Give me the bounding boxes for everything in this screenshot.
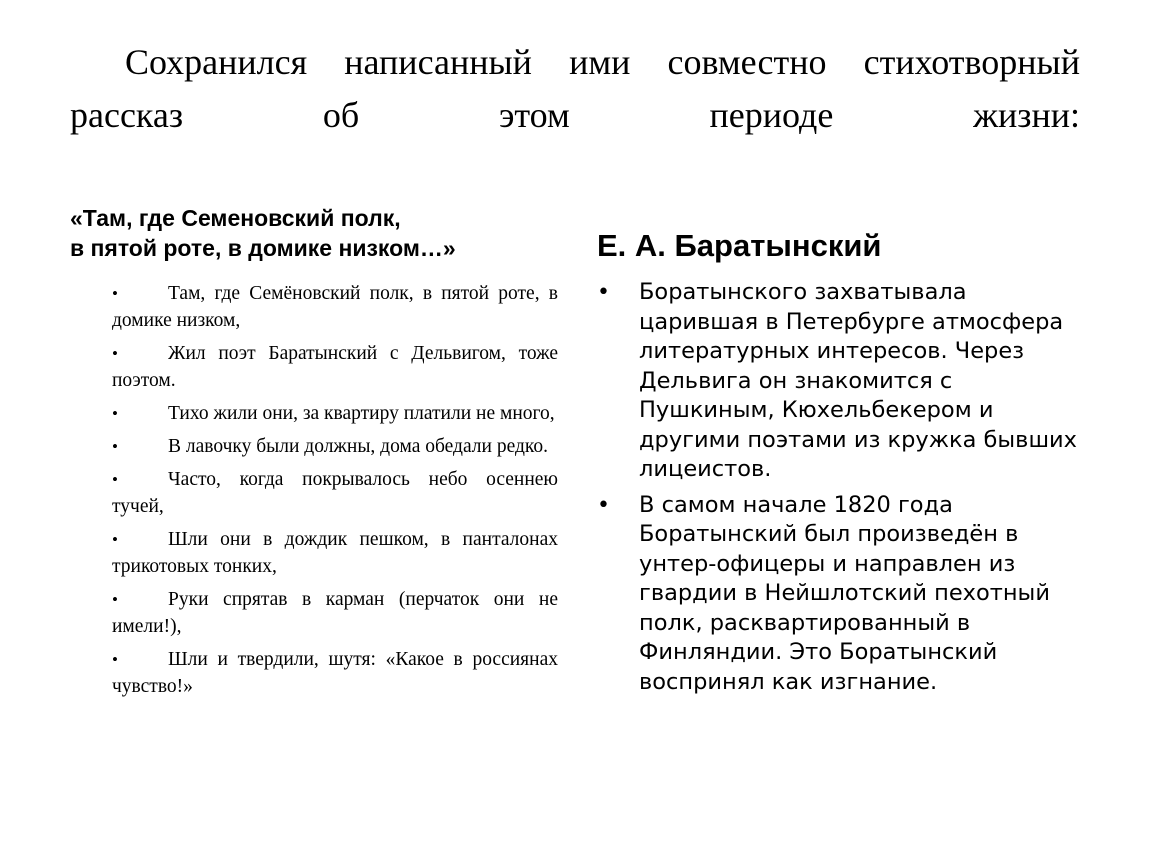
biography-item-text: Боратынского захватывала царившая в Петербурге атмосфера литературных интересов. Через Дельвига он знакомится с Пушкиным, Кюхельбекером и другими поэтами из кружка бывших лицеистов. bbox=[639, 279, 1077, 482]
poem-line bbox=[112, 526, 558, 580]
poem-line bbox=[112, 586, 558, 640]
poem-column bbox=[70, 203, 558, 706]
poem-line bbox=[112, 466, 558, 520]
poem-line-text: Шли и твердили, шутя: «Какое в россиянах чувство!» bbox=[112, 649, 558, 697]
poem-line bbox=[112, 280, 558, 334]
bullet-icon: • bbox=[112, 404, 118, 423]
poem-line bbox=[112, 646, 558, 700]
bullet-icon: • bbox=[112, 437, 118, 456]
bullet-icon: • bbox=[112, 284, 118, 303]
poem-line-text: Шли они в дождик пешком, в панталонах трикотовых тонких, bbox=[112, 529, 558, 577]
poem-line bbox=[112, 340, 558, 394]
biography-heading: Е. А. Баратынский bbox=[597, 228, 882, 263]
poem-heading-line-2: в пятой роте, в домике низком…» bbox=[70, 235, 456, 261]
bullet-icon: • bbox=[112, 650, 118, 669]
biography-column bbox=[597, 226, 1087, 703]
poem-list bbox=[70, 280, 558, 700]
poem-line-text: Руки спрятав в карман (перчаток они не имели!), bbox=[112, 589, 558, 637]
bullet-icon: • bbox=[597, 492, 610, 518]
bullet-icon: • bbox=[112, 470, 118, 489]
poem-line-text: Тихо жили они, за квартиру платили не много, bbox=[168, 403, 555, 424]
bullet-icon: • bbox=[597, 280, 610, 305]
poem-line-text: Там, где Семёновский полк, в пятой роте, в домике низком, bbox=[112, 283, 558, 331]
bullet-icon: • bbox=[112, 344, 118, 363]
biography-item bbox=[597, 491, 1087, 698]
bullet-icon: • bbox=[112, 590, 118, 609]
poem-line-text: Часто, когда покрывалось небо осеннею тучей, bbox=[112, 469, 558, 517]
poem-heading-line-1: «Там, где Семеновский полк, bbox=[70, 205, 401, 231]
intro-paragraph: Сохранился написанный ими совместно стихотворный рассказ об этом периоде жизни: bbox=[70, 42, 1080, 135]
poem-line-text: В лавочку были должны, дома обедали редко. bbox=[168, 436, 549, 457]
poem-line bbox=[112, 400, 558, 427]
biography-list bbox=[597, 278, 1087, 697]
poem-line bbox=[112, 433, 558, 460]
poem-line-text: Жил поэт Баратынский с Дельвигом, тоже поэтом. bbox=[112, 343, 558, 391]
poem-heading bbox=[70, 203, 558, 263]
biography-item bbox=[597, 278, 1087, 485]
biography-item-text: В самом начале 1820 года Боратынский был произведён в унтер-офицеры и направлен из гвардии в Нейшлотский пехотный полк, расквартированный в Финляндии. Это Боратынский воспринял как изгнание. bbox=[639, 491, 1050, 695]
bullet-icon: • bbox=[112, 530, 118, 549]
